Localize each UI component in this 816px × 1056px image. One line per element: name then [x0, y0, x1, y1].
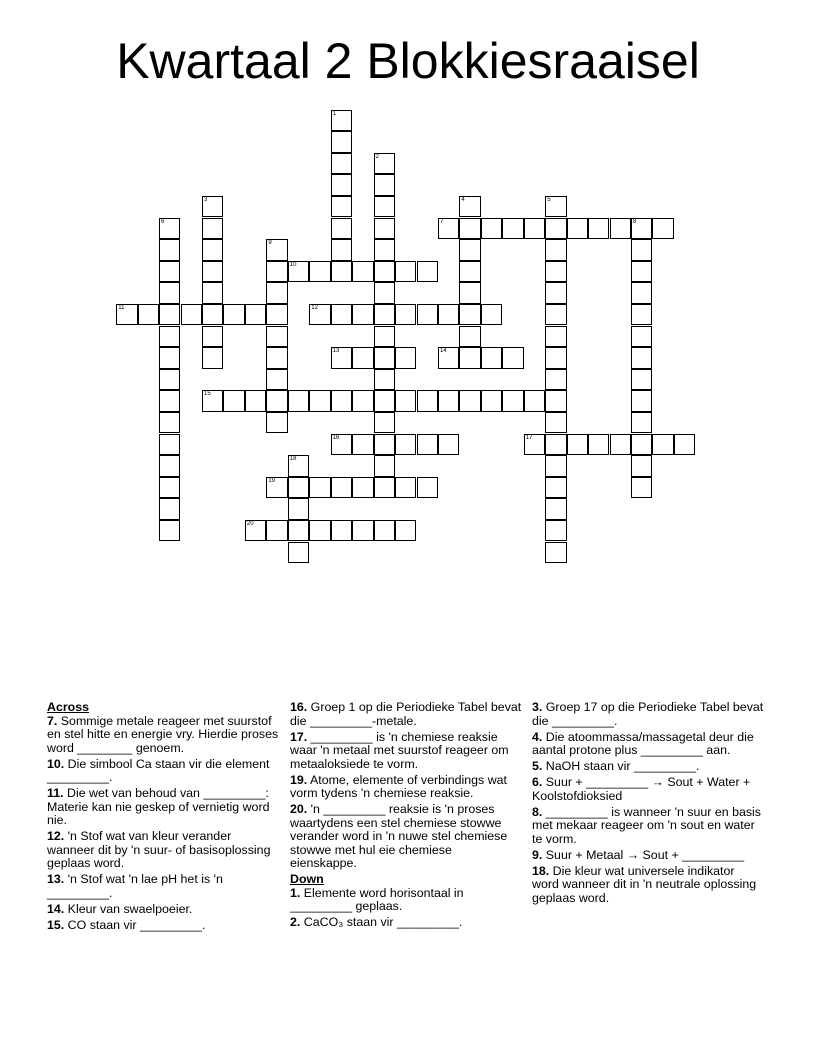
- clue-item: [532, 731, 764, 758]
- grid-cell[interactable]: [545, 347, 566, 369]
- grid-cell[interactable]: [309, 304, 330, 326]
- grid-cell[interactable]: [288, 498, 309, 520]
- grid-cell[interactable]: [545, 455, 566, 477]
- grid-cell[interactable]: [202, 196, 223, 218]
- grid-cell[interactable]: [417, 261, 438, 283]
- grid-cell[interactable]: [374, 434, 395, 456]
- clues-column-2: [290, 701, 522, 932]
- grid-cell[interactable]: [631, 434, 652, 456]
- grid-cell[interactable]: [159, 261, 180, 283]
- grid-cell[interactable]: [266, 369, 287, 391]
- grid-cell[interactable]: [288, 455, 309, 477]
- grid-cell[interactable]: [417, 477, 438, 499]
- grid-cell[interactable]: [159, 304, 180, 326]
- grid-cell[interactable]: [631, 477, 652, 499]
- grid-cell[interactable]: [395, 261, 416, 283]
- grid-cell[interactable]: [352, 304, 373, 326]
- clue-item-text: Die atoommassa/massagetal deur die aantal protone plus _________ aan.: [532, 729, 754, 757]
- grid-cell[interactable]: [352, 261, 373, 283]
- clue-item-text: NaOH staan vir _________.: [542, 759, 700, 773]
- grid-cell[interactable]: [331, 131, 352, 153]
- clue-number: 2: [375, 153, 379, 160]
- clue-item: [290, 916, 522, 930]
- grid-cell[interactable]: [159, 498, 180, 520]
- clue-item-number: 18.: [532, 863, 550, 878]
- grid-cell[interactable]: [438, 304, 459, 326]
- grid-cell[interactable]: [631, 455, 652, 477]
- clue-item: [532, 701, 764, 728]
- grid-cell[interactable]: [374, 455, 395, 477]
- clue-item: [532, 865, 764, 906]
- grid-cell[interactable]: [159, 412, 180, 434]
- clue-item-number: 1.: [290, 885, 301, 900]
- grid-cell[interactable]: [545, 304, 566, 326]
- grid-cell[interactable]: [374, 520, 395, 542]
- grid-cell[interactable]: [459, 218, 480, 240]
- grid-cell[interactable]: [331, 174, 352, 196]
- clue-item: [47, 758, 279, 785]
- grid-cell[interactable]: [288, 520, 309, 542]
- clue-number: 12: [311, 304, 318, 311]
- grid-cell[interactable]: [159, 347, 180, 369]
- clue-item-number: 13.: [47, 872, 65, 886]
- grid-cell[interactable]: [438, 347, 459, 369]
- clue-item-text: Elemente word horisontaal in _________ geplaas.: [290, 885, 464, 913]
- clue-number: 6: [161, 218, 165, 225]
- clue-item-number: 9.: [532, 847, 543, 862]
- grid-cell[interactable]: [266, 239, 287, 261]
- grid-cell[interactable]: [545, 477, 566, 499]
- grid-cell[interactable]: [481, 218, 502, 240]
- clue-number: 5: [547, 196, 551, 203]
- grid-cell[interactable]: [116, 304, 137, 326]
- grid-cell[interactable]: [374, 304, 395, 326]
- clue-item-text: Groep 1 op die Periodieke Tabel bevat die _________-metale.: [290, 700, 522, 728]
- clue-item: [47, 873, 279, 900]
- grid-cell[interactable]: [309, 390, 330, 412]
- grid-cell[interactable]: [502, 347, 523, 369]
- grid-cell[interactable]: [395, 390, 416, 412]
- clue-item-number: 16.: [290, 700, 308, 714]
- grid-cell[interactable]: [481, 347, 502, 369]
- clue-item-number: 19.: [290, 772, 308, 787]
- clues-column-1: [47, 701, 279, 935]
- clue-item-text: CaCO₃ staan vir _________.: [300, 915, 463, 929]
- grid-cell[interactable]: [181, 304, 202, 326]
- clue-item-number: 17.: [290, 729, 308, 744]
- clue-number: 16: [332, 434, 340, 441]
- clue-number: 18: [289, 456, 297, 463]
- grid-cell[interactable]: [395, 477, 416, 499]
- clue-item-number: 2.: [290, 915, 301, 929]
- clue-item: [47, 830, 279, 871]
- grid-cell[interactable]: [266, 390, 287, 412]
- grid-cell[interactable]: [266, 347, 287, 369]
- clue-item-text: CO staan vir _________.: [64, 917, 206, 932]
- grid-cell[interactable]: [459, 326, 480, 348]
- grid-cell[interactable]: [674, 434, 695, 456]
- grid-cell[interactable]: [245, 520, 266, 542]
- grid-cell[interactable]: [352, 477, 373, 499]
- grid-cell[interactable]: [631, 390, 652, 412]
- grid-cell[interactable]: [374, 261, 395, 283]
- grid-cell[interactable]: [524, 218, 545, 240]
- grid-cell[interactable]: [631, 282, 652, 304]
- clue-item-text: Suur + _________ → Sout + Water + Koolstofdioksied: [532, 775, 751, 803]
- clue-item-number: 11.: [47, 786, 64, 800]
- grid-cell[interactable]: [266, 477, 287, 499]
- grid-cell[interactable]: [374, 153, 395, 175]
- grid-cell[interactable]: [159, 390, 180, 412]
- grid-cell[interactable]: [331, 520, 352, 542]
- grid-cell[interactable]: [610, 434, 631, 456]
- grid-cell[interactable]: [159, 239, 180, 261]
- grid-cell[interactable]: [266, 326, 287, 348]
- page-title: Kwartaal 2 Blokkiesraaisel: [116, 33, 700, 89]
- clue-heading: Across: [47, 700, 90, 714]
- grid-cell[interactable]: [481, 304, 502, 326]
- clue-item-text: _________ is 'n chemiese reaksie waar 'n metaal met suurstof reageer om metaaloksiede te vorm.: [290, 729, 509, 771]
- grid-cell[interactable]: [288, 261, 309, 283]
- grid-cell[interactable]: [288, 542, 309, 564]
- grid-cell[interactable]: [567, 434, 588, 456]
- clue-item: [532, 849, 764, 863]
- clue-item-text: Suur + Metaal → Sout + _________: [542, 847, 745, 862]
- grid-cell[interactable]: [331, 110, 352, 132]
- grid-cell[interactable]: [545, 520, 566, 542]
- grid-cell[interactable]: [223, 304, 244, 326]
- grid-cell[interactable]: [631, 304, 652, 326]
- grid-cell[interactable]: [459, 282, 480, 304]
- grid-cell[interactable]: [138, 304, 159, 326]
- grid-cell[interactable]: [374, 239, 395, 261]
- clue-item: [532, 776, 764, 803]
- clue-item-number: 10.: [47, 756, 65, 771]
- grid-cell[interactable]: [631, 261, 652, 283]
- clue-item: [47, 919, 279, 933]
- clue-number: 17: [525, 434, 533, 441]
- grid-cell[interactable]: [502, 390, 523, 412]
- grid-cell[interactable]: [374, 218, 395, 240]
- grid-cell[interactable]: [159, 218, 180, 240]
- grid-cell[interactable]: [159, 326, 180, 348]
- grid-cell[interactable]: [352, 347, 373, 369]
- grid-cell[interactable]: [395, 434, 416, 456]
- clue-item-text: 'n Stof wat 'n lae pH het is 'n _________.: [47, 872, 223, 900]
- clue-number: 19: [268, 477, 276, 484]
- grid-cell[interactable]: [202, 282, 223, 304]
- clue-item: [47, 787, 279, 828]
- clue-item: [47, 715, 279, 756]
- clue-number: 4: [461, 196, 465, 203]
- grid-cell[interactable]: [588, 434, 609, 456]
- grid-cell[interactable]: [266, 520, 287, 542]
- clue-item: [532, 806, 764, 847]
- grid-cell[interactable]: [352, 520, 373, 542]
- grid-cell[interactable]: [395, 347, 416, 369]
- clue-number: 8: [633, 218, 637, 225]
- clue-number: 9: [268, 240, 272, 247]
- grid-cell[interactable]: [309, 261, 330, 283]
- grid-cell[interactable]: [459, 261, 480, 283]
- grid-cell[interactable]: [374, 174, 395, 196]
- clue-item-number: 12.: [47, 829, 65, 843]
- grid-cell[interactable]: [545, 390, 566, 412]
- clue-item-number: 7.: [47, 713, 58, 728]
- clue-item-text: Die simbool Ca staan vir die element _________.: [47, 756, 270, 784]
- grid-cell[interactable]: [545, 369, 566, 391]
- clue-number: 11: [118, 304, 125, 311]
- grid-cell[interactable]: [438, 390, 459, 412]
- grid-cell[interactable]: [545, 282, 566, 304]
- clues-column-3: [532, 701, 764, 908]
- clue-item: [290, 731, 522, 772]
- grid-cell[interactable]: [202, 261, 223, 283]
- grid-cell[interactable]: [331, 153, 352, 175]
- grid-cell[interactable]: [374, 390, 395, 412]
- clue-item: [290, 803, 522, 871]
- grid-cell[interactable]: [159, 434, 180, 456]
- clue-item-text: 'n Stof wat van kleur verander wanneer dit by 'n suur- of basisoplossing geplaas word.: [47, 829, 271, 870]
- grid-cell[interactable]: [459, 196, 480, 218]
- grid-cell[interactable]: [459, 347, 480, 369]
- grid-cell[interactable]: [631, 218, 652, 240]
- grid-cell[interactable]: [438, 218, 459, 240]
- clue-number: 10: [289, 261, 297, 268]
- grid-cell[interactable]: [545, 412, 566, 434]
- grid-cell[interactable]: [352, 434, 373, 456]
- clue-item-number: 5.: [532, 759, 543, 773]
- clue-item: [290, 774, 522, 801]
- grid-cell[interactable]: [352, 390, 373, 412]
- clue-item-number: 4.: [532, 729, 543, 744]
- grid-cell[interactable]: [588, 218, 609, 240]
- clue-item: [47, 903, 279, 917]
- clue-item-text: Atome, elemente of verbindings wat vorm tydens 'n chemiese reaksie.: [290, 772, 507, 800]
- clue-item: [290, 887, 522, 914]
- clue-item-text: Sommige metale reageer met suurstof en stel hitte en energie vry. Hierdie proses word ________ genoem.: [47, 713, 279, 755]
- grid-cell[interactable]: [159, 477, 180, 499]
- grid-cell[interactable]: [374, 477, 395, 499]
- grid-cell[interactable]: [288, 477, 309, 499]
- grid-cell[interactable]: [545, 196, 566, 218]
- grid-cell[interactable]: [524, 434, 545, 456]
- grid-cell[interactable]: [202, 347, 223, 369]
- grid-cell[interactable]: [545, 434, 566, 456]
- grid-cell[interactable]: [159, 520, 180, 542]
- grid-cell[interactable]: [309, 520, 330, 542]
- grid-cell[interactable]: [374, 282, 395, 304]
- grid-cell[interactable]: [459, 390, 480, 412]
- grid-cell[interactable]: [288, 390, 309, 412]
- clue-item-text: Die kleur wat universele indikator word wanneer dit in 'n neutrale oplossing geplaas word.: [532, 863, 757, 905]
- grid-cell[interactable]: [374, 196, 395, 218]
- clue-number: 13: [332, 348, 340, 355]
- grid-cell[interactable]: [631, 347, 652, 369]
- clue-item-number: 20.: [290, 802, 308, 816]
- grid-cell[interactable]: [266, 304, 287, 326]
- grid-cell[interactable]: [481, 390, 502, 412]
- grid-cell[interactable]: [309, 477, 330, 499]
- clue-number: 15: [204, 391, 211, 398]
- grid-cell[interactable]: [610, 218, 631, 240]
- grid-cell[interactable]: [331, 239, 352, 261]
- grid-cell[interactable]: [374, 369, 395, 391]
- grid-cell[interactable]: [631, 369, 652, 391]
- grid-cell[interactable]: [266, 282, 287, 304]
- grid-cell[interactable]: [417, 390, 438, 412]
- grid-cell[interactable]: [202, 390, 223, 412]
- grid-cell[interactable]: [374, 326, 395, 348]
- clue-number: 1: [332, 110, 337, 117]
- grid-cell[interactable]: [202, 239, 223, 261]
- grid-cell[interactable]: [331, 261, 352, 283]
- clue-item-text: 'n _________ reaksie is 'n proses waartydens een stel chemiese stowwe verander word in 'n nuwe stel chemiese stowwe met hul eie chemiese eienskappe.: [290, 802, 508, 870]
- grid-cell[interactable]: [331, 477, 352, 499]
- grid-cell[interactable]: [545, 261, 566, 283]
- grid-cell[interactable]: [631, 326, 652, 348]
- grid-cell[interactable]: [459, 304, 480, 326]
- grid-cell[interactable]: [331, 304, 352, 326]
- clue-number: 7: [439, 218, 444, 225]
- grid-cell[interactable]: [545, 218, 566, 240]
- grid-cell[interactable]: [159, 455, 180, 477]
- grid-cell[interactable]: [545, 542, 566, 564]
- grid-cell[interactable]: [524, 390, 545, 412]
- grid-cell[interactable]: [245, 390, 266, 412]
- clue-item-number: 6.: [532, 775, 543, 789]
- grid-cell[interactable]: [159, 369, 180, 391]
- clue-number: 3: [204, 196, 208, 203]
- grid-cell[interactable]: [395, 304, 416, 326]
- grid-cell[interactable]: [395, 520, 416, 542]
- clue-item-text: Die wet van behoud van _________: Materie kan nie geskep of vernietig word nie.: [47, 786, 270, 827]
- grid-cell[interactable]: [202, 304, 223, 326]
- grid-cell[interactable]: [545, 239, 566, 261]
- clue-item-text: _________ is wanneer 'n suur en basis met mekaar reageer om 'n sout en water te vorm.: [532, 804, 762, 846]
- grid-cell[interactable]: [417, 434, 438, 456]
- clue-item-number: 14.: [47, 901, 65, 916]
- grid-cell[interactable]: [631, 412, 652, 434]
- grid-cell[interactable]: [331, 347, 352, 369]
- grid-cell[interactable]: [545, 326, 566, 348]
- grid-cell[interactable]: [631, 239, 652, 261]
- clue-item: [532, 760, 764, 774]
- grid-cell[interactable]: [459, 239, 480, 261]
- grid-cell[interactable]: [545, 498, 566, 520]
- clue-item-text: Kleur van swaelpoeier.: [64, 901, 193, 916]
- grid-cell[interactable]: [331, 434, 352, 456]
- clue-item-number: 15.: [47, 917, 65, 932]
- grid-cell[interactable]: [652, 434, 673, 456]
- grid-cell[interactable]: [374, 347, 395, 369]
- grid-cell[interactable]: [502, 218, 523, 240]
- grid-cell[interactable]: [374, 412, 395, 434]
- grid-cell[interactable]: [438, 434, 459, 456]
- grid-cell[interactable]: [266, 412, 287, 434]
- grid-cell[interactable]: [331, 196, 352, 218]
- clue-item-text: Groep 17 op die Periodieke Tabel bevat die _________.: [532, 700, 764, 728]
- grid-cell[interactable]: [223, 390, 244, 412]
- grid-cell[interactable]: [245, 304, 266, 326]
- clue-item: [290, 701, 522, 728]
- grid-cell[interactable]: [567, 218, 588, 240]
- grid-cell[interactable]: [202, 218, 223, 240]
- grid-cell[interactable]: [266, 261, 287, 283]
- grid-cell[interactable]: [202, 326, 223, 348]
- clue-number: 14: [439, 348, 447, 355]
- grid-cell[interactable]: [331, 390, 352, 412]
- clue-item-number: 8.: [532, 804, 543, 819]
- clue-heading: Down: [290, 872, 324, 886]
- grid-cell[interactable]: [652, 218, 673, 240]
- grid-cell[interactable]: [159, 282, 180, 304]
- clue-number: 20: [246, 520, 254, 527]
- clue-item-number: 3.: [532, 700, 543, 714]
- grid-cell[interactable]: [417, 304, 438, 326]
- grid-cell[interactable]: [331, 218, 352, 240]
